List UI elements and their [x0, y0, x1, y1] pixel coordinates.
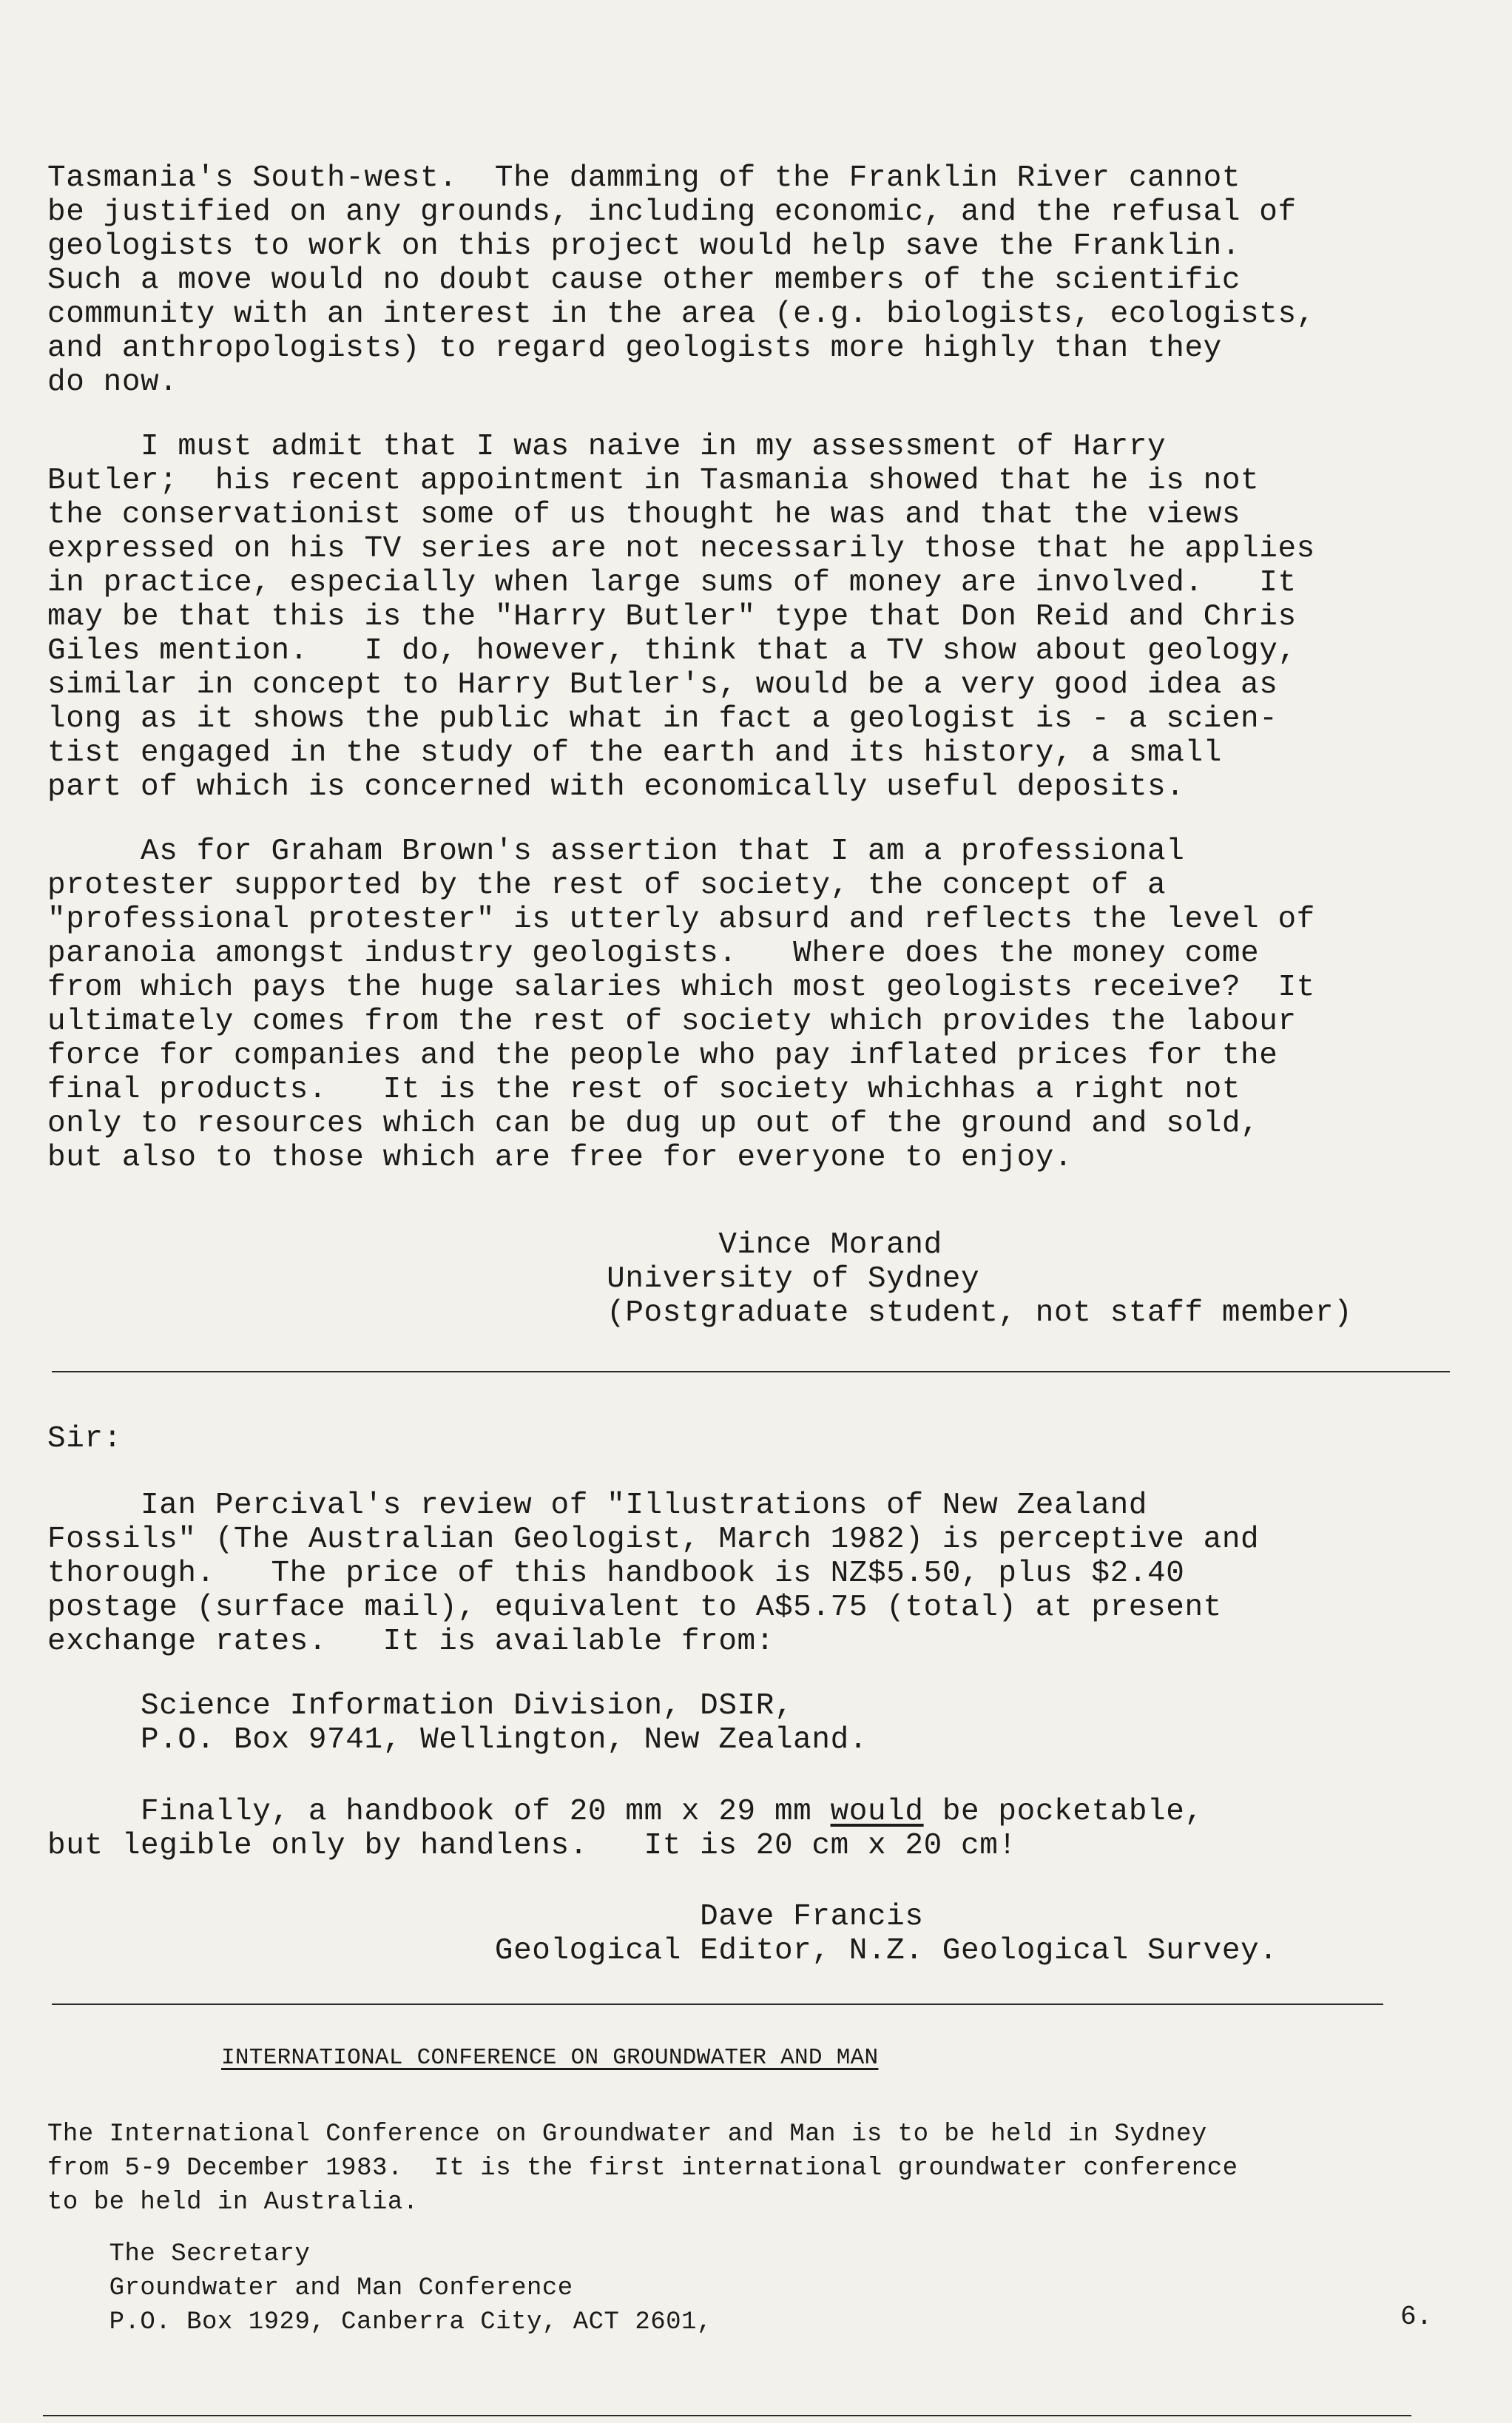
text-line: geologists to work on this project would help save the Franklin.	[47, 229, 1241, 263]
text-line: only to resources which can be dug up out of the ground and sold,	[47, 1107, 1260, 1141]
finally-text-end: be pocketable,	[923, 1795, 1204, 1829]
text-line: postage (surface mail), equivalent to A$5.75 (total) at present	[47, 1591, 1222, 1625]
text-line: Tasmania's South-west. The damming of the Franklin River cannot	[47, 161, 1241, 195]
text-line	[47, 804, 1468, 835]
signature-line: Vince Morand	[47, 1228, 942, 1262]
text-line: Giles mention. I do, however, think that a TV show about geology,	[47, 634, 1297, 668]
text-line: protester supported by the rest of society, the concept of a	[47, 869, 1167, 903]
text-line: community with an interest in the area (e.g. biologists, ecologists,	[47, 297, 1315, 331]
section-divider-1	[52, 1371, 1450, 1372]
signature-line: Dave Francis	[47, 1900, 924, 1934]
notice-heading: INTERNATIONAL CONFERENCE ON GROUNDWATER AND MAN	[221, 2045, 879, 2071]
text-line: I must admit that I was naive in my assessment of Harry	[47, 430, 1167, 464]
finally-underlined-word: would	[830, 1795, 924, 1829]
letter2-finally-paragraph	[47, 1795, 1468, 1863]
text-line: and anthropologists) to regard geologists more highly than they	[47, 331, 1222, 365]
letter2-body	[47, 1489, 1468, 1787]
text-line: Fossils" (The Australian Geologist, March 1982) is perceptive and	[47, 1523, 1260, 1557]
text-line	[47, 1659, 1468, 1689]
text-line: to be held in Australia.	[47, 2188, 419, 2217]
letter2-signature	[47, 1900, 1468, 1968]
notice-address	[47, 2237, 1468, 2339]
letter1-signature	[47, 1228, 1468, 1330]
text-line: tist engaged in the study of the earth and its history, a small	[47, 736, 1222, 770]
address-line: P.O. Box 1929, Canberra City, ACT 2601,	[47, 2308, 712, 2336]
text-line: thorough. The price of this handbook is NZ$5.50, plus $2.40	[47, 1557, 1185, 1591]
text-line: force for companies and the people who pay inflated prices for the	[47, 1039, 1278, 1073]
text-line: do now.	[47, 365, 178, 400]
text-line: from 5-9 December 1983. It is the first international groundwater conference	[47, 2154, 1238, 2183]
text-line: long as it shows the public what in fact a geologist is - a scien-	[47, 702, 1278, 736]
text-line: The International Conference on Groundwater and Man is to be held in Sydney	[47, 2120, 1207, 2149]
text-line	[47, 1757, 1468, 1787]
text-line: "professional protester" is utterly absurd and reflects the level of	[47, 903, 1315, 937]
text-line	[47, 400, 1468, 430]
letter1-body	[47, 161, 1468, 1175]
letter2-salutation: Sir:	[47, 1422, 122, 1456]
text-line: the conservationist some of us thought he was and that the views	[47, 498, 1241, 532]
text-line: paranoia amongst industry geologists. Where does the money come	[47, 937, 1260, 971]
notice-body	[47, 2117, 1468, 2220]
text-line: be justified on any grounds, including economic, and the refusal of	[47, 195, 1297, 229]
signature-line: Geological Editor, N.Z. Geological Survey.	[47, 1934, 1278, 1968]
text-line: Such a move would no doubt cause other members of the scientific	[47, 263, 1241, 297]
page-number: 6.	[1400, 2302, 1433, 2332]
text-line: final products. It is the rest of society whichhas a right not	[47, 1073, 1241, 1107]
address-line: Groundwater and Man Conference	[47, 2274, 573, 2302]
text-line: exchange rates. It is available from:	[47, 1625, 774, 1659]
finally-text-start: Finally, a handbook of 20 mm x 29 mm	[47, 1795, 831, 1829]
text-line: similar in concept to Harry Butler's, would be a very good idea as	[47, 668, 1278, 702]
text-line: from which pays the huge salaries which most geologists receive? It	[47, 971, 1315, 1005]
finally-text-line2: but legible only by handlens. It is 20 cm x 20 cm!	[47, 1829, 1017, 1863]
signature-line: University of Sydney	[47, 1262, 980, 1296]
text-line: ultimately comes from the rest of society which provides the labour	[47, 1005, 1297, 1039]
signature-line: (Postgraduate student, not staff member)	[47, 1296, 1353, 1330]
text-line: Butler; his recent appointment in Tasmania showed that he is not	[47, 464, 1260, 498]
text-line: but also to those which are free for everyone to enjoy.	[47, 1141, 1073, 1175]
text-line: in practice, especially when large sums of money are involved. It	[47, 566, 1297, 600]
text-line: part of which is concerned with economically useful deposits.	[47, 770, 1185, 804]
text-line: expressed on his TV series are not necessarily those that he applies	[47, 532, 1315, 566]
text-line: P.O. Box 9741, Wellington, New Zealand.	[47, 1723, 868, 1757]
address-line: The Secretary	[47, 2240, 311, 2268]
text-line: Science Information Division, DSIR,	[47, 1689, 794, 1723]
section-divider-2	[52, 2004, 1383, 2005]
text-line: Ian Percival's review of "Illustrations of New Zealand	[47, 1489, 1148, 1523]
text-line: may be that this is the "Harry Butler" type that Don Reid and Chris	[47, 600, 1297, 634]
text-line: As for Graham Brown's assertion that I am a professional	[47, 835, 1185, 869]
bottom-divider	[43, 2415, 1411, 2416]
